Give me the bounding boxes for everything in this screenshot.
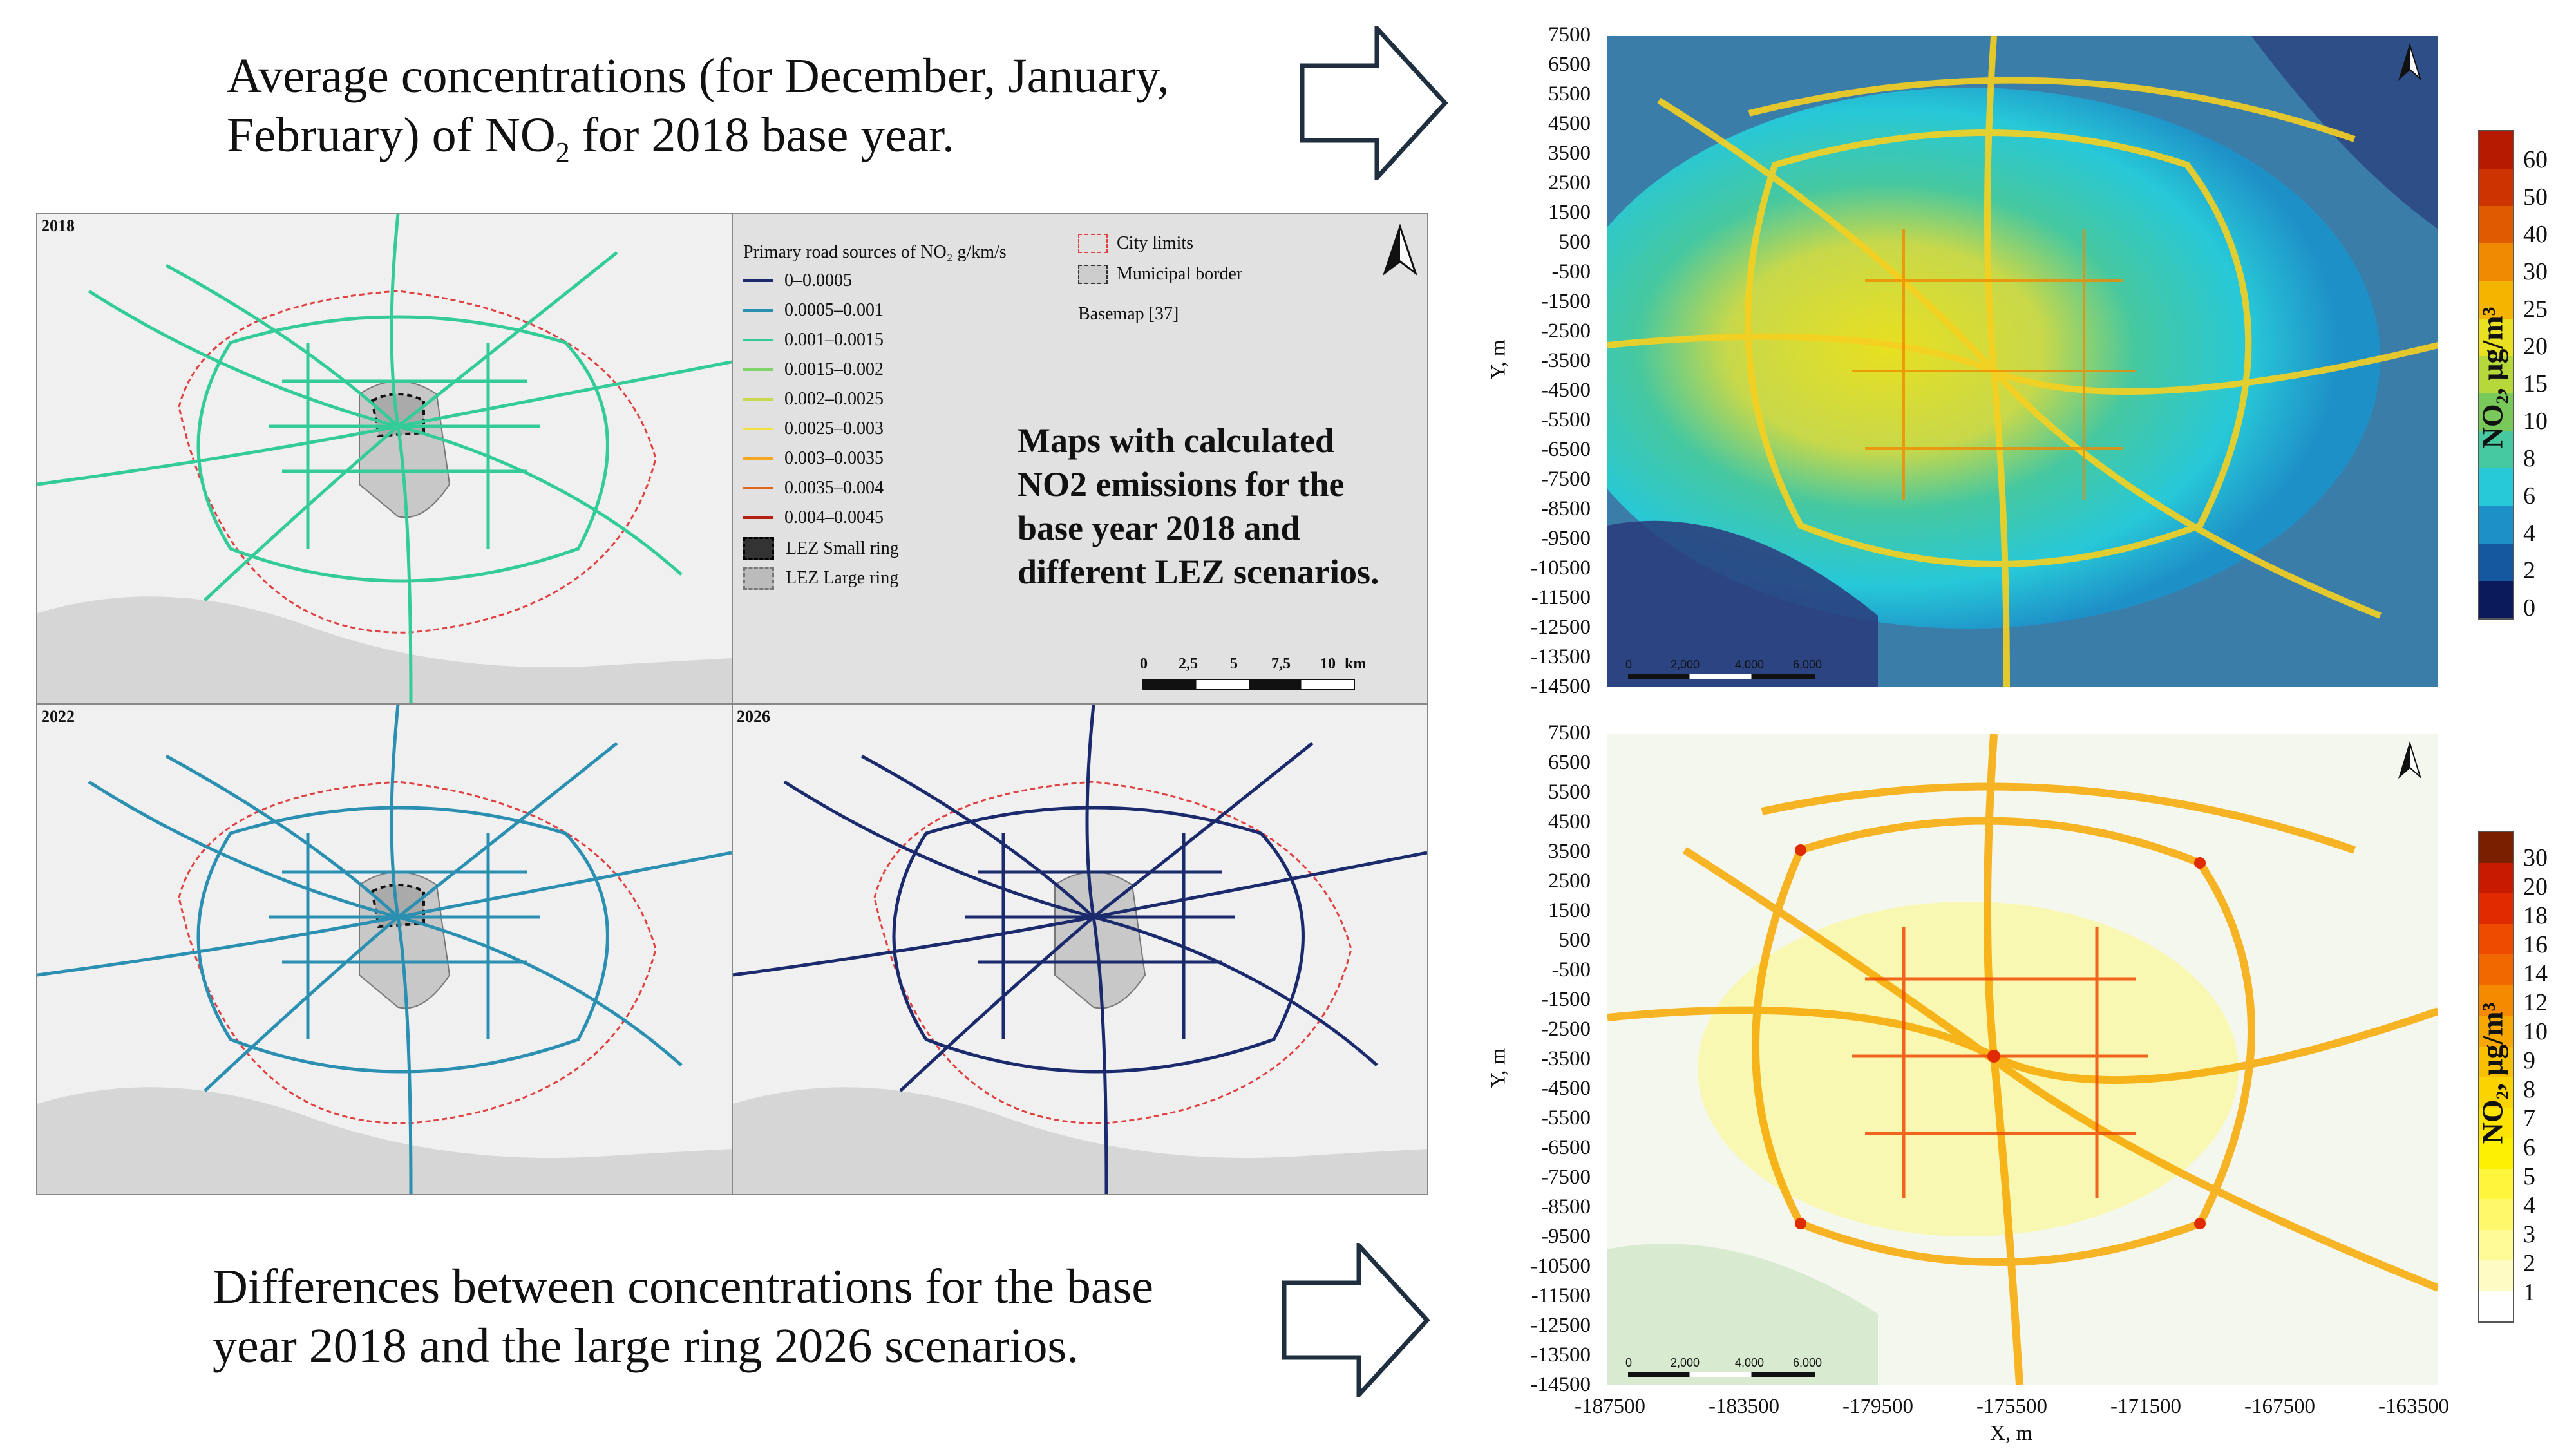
legend-basemap: Basemap [37] [1078,304,1179,324]
scale-label-unit: km [1345,656,1367,672]
caption-bottom-line1: Differences between concentrations for the base [213,1260,1153,1314]
legend-item-8: 0.004–0.0045 [743,507,884,528]
top-map-y-title: Y, m [1486,339,1510,380]
scale-label-3: 7,5 [1271,656,1291,672]
top-colorbar-title: NO₂, μg/m³ [2476,307,2509,449]
caption-bottom [213,1257,1307,1376]
scale-label-4: 10 [1320,656,1336,672]
legend-municipal-border: Municipal border [1078,264,1242,285]
legend-item-0: 0–0.0005 [743,270,852,291]
caption-top-line2: February) of $NO_2$ for 2018 base year. [227,108,954,169]
road-network-2018 [37,214,732,703]
legend-item-1: 0.0005–0.001 [743,300,884,321]
caption-top-line1: Average concentrations (for December, January, [227,49,1170,103]
north-arrow-icon [1381,224,1419,276]
top-colorbar-labels: 60 50 40 30 25 20 15 10 8 6 4 2 0 [2523,146,2548,621]
bottom-difference-map [1607,734,2438,1385]
legend-item-3: 0.0015–0.002 [743,359,884,380]
legend-item-6: 0.003–0.0035 [743,448,884,469]
north-arrow-icon-top [2397,43,2423,81]
road-network-2026 [733,705,1427,1194]
top-concentration-map [1607,36,2438,687]
caption-top [227,46,1321,182]
map-panel-2018 [36,213,733,705]
legend-lez-large: LEZ Large ring [743,567,898,590]
bottom-colorbar-title: NO₂, μg/m³ [2476,1002,2509,1144]
bottom-map-x-title: X, m [1990,1422,2032,1445]
bottom-map-xaxis: -187500 -183500 -179500 -175500 -171500 -167500 -163500 [1575,1395,2449,1418]
panel-label-2026: 2026 [737,707,770,726]
scale-label-0: 0 [1140,656,1148,672]
top-map-scale: 0 2,000 4,000 6,000 [1625,658,1819,684]
legend-item-4: 0.002–0.0025 [743,389,884,410]
legend-city-limits: City limits [1078,233,1193,254]
map-panel-2026 [732,703,1428,1195]
legend-item-7: 0.0035–0.004 [743,478,884,498]
scale-bar [1142,679,1355,690]
road-network-2022 [37,705,732,1194]
top-map-yaxis: 7500 6500 5500 4500 3500 2500 1500 500 -500 -1500 -2500 -3500 -4500 -5500 -6500 -7500 -8500 -9500 -10500 -11500 -12500 -13500 -14500 [1530,23,1591,698]
legend-item-2: 0.001–0.0015 [743,330,884,350]
legend-item-5: 0.0025–0.003 [743,419,884,439]
caption-bottom-line2: year 2018 and the large ring 2026 scenarios. [213,1319,1079,1373]
maps-description: Maps with calculated NO2 emissions for the base year 2018 and different LEZ scenarios. [1018,421,1379,591]
arrow-right-icon-top [1300,26,1449,180]
scale-label-1: 2,5 [1179,656,1198,672]
panel-label-2022: 2022 [41,707,75,726]
bottom-map-y-title: Y, m [1486,1048,1510,1088]
map-panel-2022 [36,703,733,1195]
legend-panel [732,213,1428,705]
legend-lez-small: LEZ Small ring [743,537,899,560]
bottom-colorbar-labels: 30 20 18 16 14 12 10 9 8 7 6 5 4 3 2 1 [2523,844,2548,1306]
bottom-map-yaxis: 7500 6500 5500 4500 3500 2500 1500 500 -500 -1500 -2500 -3500 -4500 -5500 -6500 -7500 -8500 -9500 -10500 -11500 -12500 -13500 -14500 [1530,721,1591,1396]
bottom-map-scale: 0 2,000 4,000 6,000 [1625,1356,1819,1382]
legend-title: Primary road sources of NO₂ g/km/s [743,242,1007,262]
scale-label-2: 5 [1230,656,1238,672]
panel-label-2018: 2018 [41,216,75,235]
north-arrow-icon-bottom [2397,741,2423,779]
